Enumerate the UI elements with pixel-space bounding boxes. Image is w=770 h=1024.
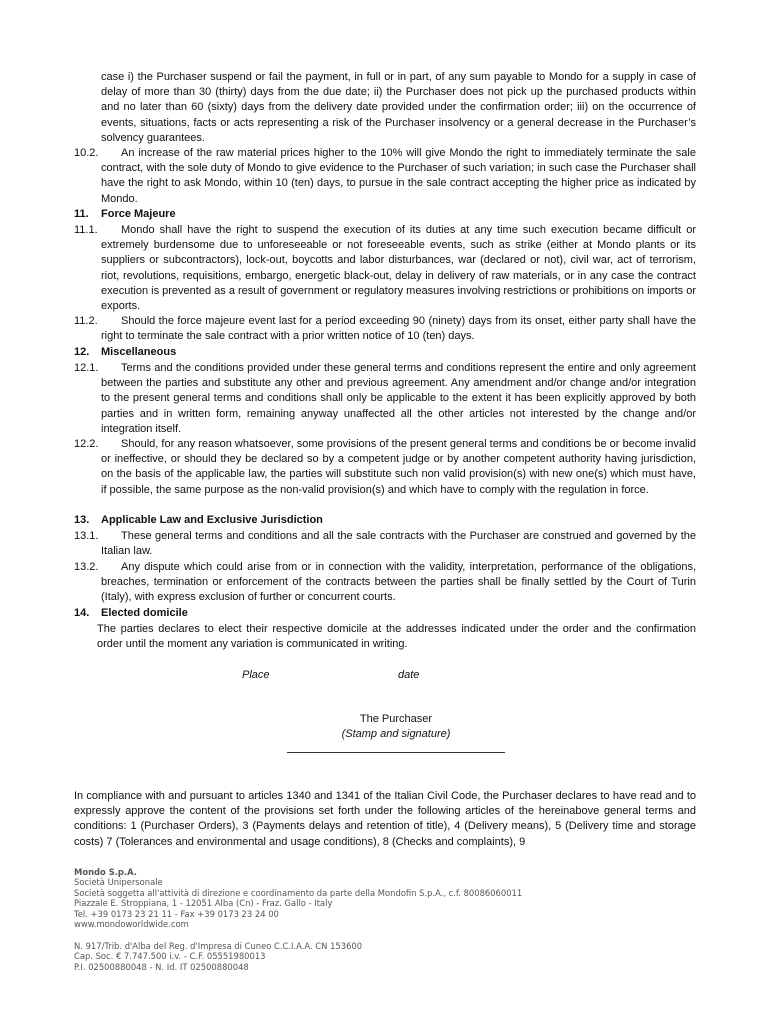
clause-number: 10.2. bbox=[74, 147, 99, 159]
clause-number: 13.1. bbox=[74, 530, 99, 542]
clause-14: The parties declares to elect their respective domicile at the addresses indicated under the order and the confirmation order until the moment any variation is communicated in writing. bbox=[97, 623, 696, 651]
company-name: Mondo S.p.A. bbox=[74, 867, 137, 877]
section-number: 13. bbox=[74, 514, 90, 526]
place-label: Place bbox=[242, 669, 270, 681]
date-label: date bbox=[398, 669, 420, 681]
clause-11-2: Should the force majeure event last for a period exceeding 90 (ninety) days from its onset, either party shall have the right to terminate the sale contract with a prior written notice of 10 (ten) days. bbox=[101, 315, 696, 343]
company-address: Piazzale E. Stroppiana, 1 - 12051 Alba (Cn) - Fraz. Gallo - Italy bbox=[74, 898, 333, 909]
company-footer bbox=[74, 867, 522, 929]
section-number: 14. bbox=[74, 607, 90, 619]
clause-number: 12.2. bbox=[74, 438, 99, 450]
purchaser-label: The Purchaser bbox=[359, 713, 433, 725]
company-registration: N. 917/Trib. d'Alba del Reg. d'Impresa di Cuneo C.C.I.A.A. CN 153600 bbox=[74, 941, 363, 951]
clause-number: 11.1. bbox=[74, 224, 98, 236]
signature-line bbox=[287, 752, 505, 753]
section-title-elected-domicile: Elected domicile bbox=[101, 607, 188, 619]
clause-number: 12.1. bbox=[74, 362, 99, 374]
company-vat: P.I. 02500880048 - N. Id. IT 02500880048 bbox=[74, 961, 249, 972]
company-type: Società Unipersonale bbox=[74, 877, 163, 888]
company-phone: Tel. +39 0173 23 21 11 - Fax +39 0173 23 24 00 bbox=[74, 908, 279, 919]
company-direction: Società soggetta all'attività di direzione e coordinamento da parte della Mondofin S.p.A., c.f. 80086060011 bbox=[74, 887, 523, 898]
clause-number: 11.2. bbox=[74, 315, 98, 327]
registration-footer bbox=[74, 941, 362, 972]
company-capital: Cap. Soc. € 7.747.500 i.v. - C.F. 05551980013 bbox=[74, 951, 266, 962]
section-title-applicable-law: Applicable Law and Exclusive Jurisdiction bbox=[101, 514, 323, 526]
clause-12-2: Should, for any reason whatsoever, some provisions of the present general terms and conditions be or become invalid or ineffective, or should they be declared so by a competent judge or by another competent authority having jurisdiction, on the basis of the applicable law, the parties will substitute such non valid provision(s) with new one(s) which must have, if possible, the same purpose as the non-valid provision(s) and which have to comply with the regulation in force. bbox=[101, 438, 696, 496]
stamp-signature-label: (Stamp and signature) bbox=[341, 728, 451, 740]
clause-13-1: These general terms and conditions and all the sale contracts with the Purchaser are construed and governed by the Italian law. bbox=[101, 530, 696, 558]
continued-paragraph: case i) the Purchaser suspend or fail the payment, in full or in part, of any sum payable to Mondo for a supply in case of delay of more than 30 (thirty) days from the due date; ii) the Purchaser does not pick up the purchased products within and no later than 60 (sixty) days from the delivery date provided under the confirmation order; iii) on the occurrence of events, situations, facts or acts representing a risk of the Purchaser insolvency or a general decrease in the Purchaser’s solvency guarantees. bbox=[101, 71, 696, 144]
company-website: www.mondoworldwide.com bbox=[74, 919, 189, 930]
section-number: 12. bbox=[74, 346, 90, 358]
clause-10-2: An increase of the raw material prices higher to the 10% will give Mondo the right to immediately terminate the sale contract, with the sole duty of Mondo to give evidence to the Purchaser of such variation; in such case the Purchaser shall have the right to ask Mondo, within 10 (ten) days, to pursue in the sale contract accepting the higher price as indicated by Mondo. bbox=[101, 147, 696, 205]
clause-13-2: Any dispute which could arise from or in connection with the validity, interpretation, performance of the obligations, breaches, termination or enforcement of the contracts between the parties shall be finally settled by the Court of Turin (Italy), with express exclusion of further or concurrent courts. bbox=[101, 561, 696, 604]
section-title-force-majeure: Force Majeure bbox=[101, 208, 176, 220]
clause-number: 13.2. bbox=[74, 561, 99, 573]
section-title-miscellaneous: Miscellaneous bbox=[101, 346, 177, 358]
compliance-paragraph: In compliance with and pursuant to articles 1340 and 1341 of the Italian Civil Code, the Purchaser declares to have read and to expressly approve the content of the provisions set forth under the following articles of the hereinabove general terms and conditions: 1 (Purchaser Orders), 3 (Payments delays and retention of title), 4 (Delivery means), 5 (Delivery time and storage costs) 7 (Tolerances and environmental and usage conditions), 8 (Checks and complaints), 9 bbox=[74, 790, 696, 848]
clause-12-1: Terms and the conditions provided under these general terms and conditions represent the entire and only agreement between the parties and substitute any other and previous agreement. Any amendment and/or change and/or integration to the present general terms and conditions shall only be applicable to the extent it has been explicitly approved by both parties and in written form, remaining anyway unaffected all the other articles not interested by the change and/or integration itself. bbox=[101, 362, 696, 435]
section-number: 11. bbox=[74, 208, 89, 220]
clause-11-1: Mondo shall have the right to suspend the execution of its duties at any time such execution became difficult or extremely burdensome due to unforeseeable or not foreseeable events, such as strike (either at Mondo plants or its suppliers or subcontractors), lock-out, boycotts and labor disturbances, war (declared or not), civil war, act of terrorism, riot, revolutions, requisitions, embargo, energetic black-out, delay in delivery of raw materials, or in any case the contract execution is prevented as a result of government or regulatory measures involving restrictions or prohibitions on imports or exports. bbox=[101, 224, 696, 313]
